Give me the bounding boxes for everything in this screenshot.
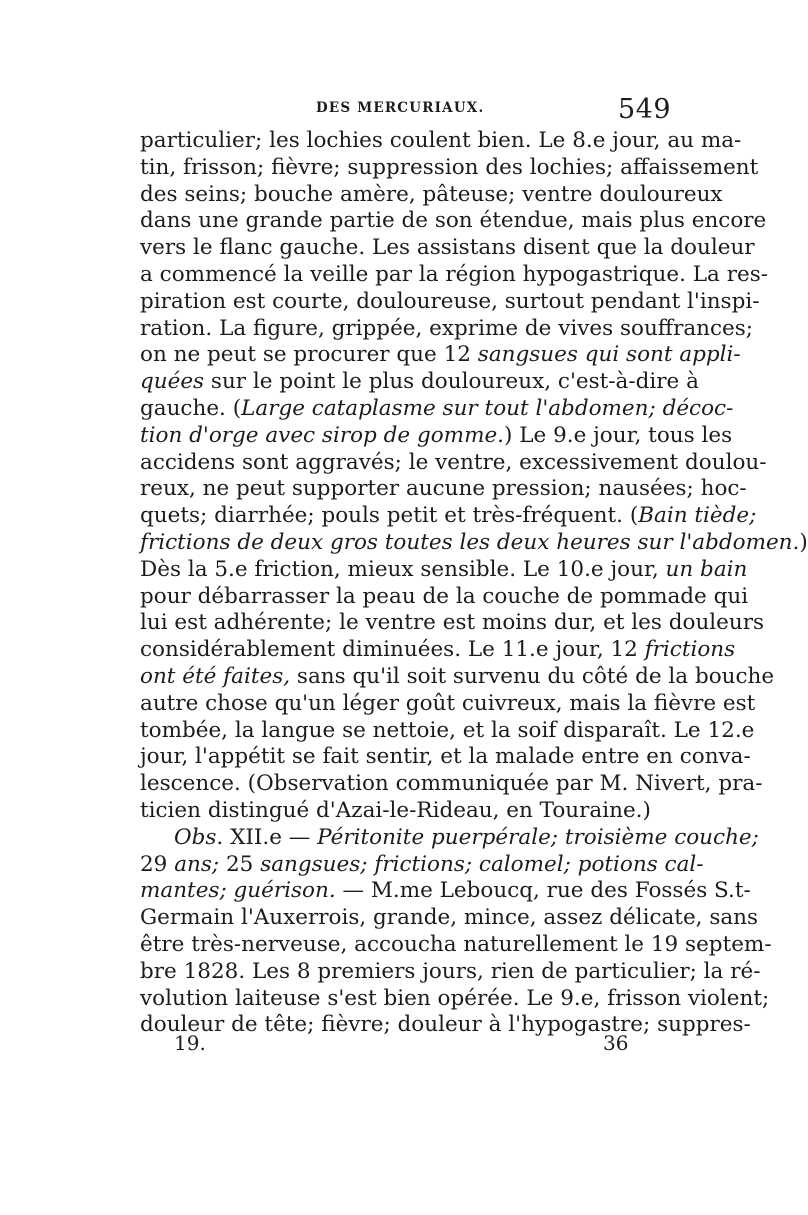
italic-text-segment: tion d'orge avec sirop de gomme. <box>140 422 505 448</box>
italic-text-segment: Obs. <box>174 824 224 850</box>
text-line <box>140 637 736 664</box>
text-segment: lui est adhérente; le ventre est moins dur, et les douleurs <box>140 610 765 636</box>
text-line <box>140 905 759 932</box>
italic-text-segment: quées <box>140 369 205 395</box>
text-line <box>140 369 699 396</box>
italic-text-segment: mantes; guérison. <box>140 878 336 904</box>
text-segment: a commencé la veille par la région hypogastrique. La res- <box>140 261 768 287</box>
text-segment: piration est courte, douloureuse, surtout pendant l'inspi- <box>140 288 760 314</box>
italic-text-segment: ont été faites, <box>140 663 291 689</box>
text-line <box>140 610 765 637</box>
text-line <box>140 717 755 745</box>
text-segment: — M.me Leboucq, rue des Fossés S.t- <box>335 878 751 904</box>
italic-text-segment: Large cataplasme sur tout l'abdomen; décoc- <box>241 395 734 421</box>
text-line <box>140 128 742 155</box>
text-line <box>140 395 734 423</box>
text-line <box>140 958 761 986</box>
text-line <box>140 690 756 718</box>
italic-text-segment: sangsues; frictions; calomel; potions cal- <box>260 851 704 877</box>
italic-text-segment: frictions <box>644 637 736 663</box>
text-line <box>140 342 741 369</box>
text-line <box>140 181 723 209</box>
italic-text-segment: Péritonite puerpérale; troisième couche; <box>317 824 759 850</box>
text-line <box>140 261 768 289</box>
text-line <box>140 583 749 611</box>
page-header <box>0 92 800 128</box>
text-line <box>140 556 748 584</box>
text-segment: tin, frisson; fièvre; suppression des lochies; affaissement <box>140 154 759 180</box>
text-line <box>140 154 759 182</box>
text-segment: accidens sont aggravés; le ventre, excessivement doulou- <box>140 449 767 475</box>
text-segment: Germain l'Auxerrois, grande, mince, assez délicate, sans <box>140 905 759 931</box>
text-segment: bre 1828. Les 8 premiers jours, rien de particulier; la ré- <box>140 958 761 984</box>
text-segment: tombée, la langue se nettoie, et la soif disparaît. Le 12.e <box>140 717 755 743</box>
text-segment: considérablement diminuées. Le 11.e jour, 12 <box>140 637 645 663</box>
running-title: DES MERCURIAUX. <box>316 100 485 116</box>
text-segment: douleur de tête; fièvre; douleur à l'hypogastre; suppres- <box>140 1012 751 1038</box>
text-segment: jour, l'appétit se fait sentir, et la malade entre en conva- <box>140 744 751 770</box>
text-segment: gauche. ( <box>140 395 242 421</box>
text-line <box>140 985 770 1013</box>
text-segment: reux, ne peut supporter aucune pression; nausées; hoc- <box>140 476 747 502</box>
italic-text-segment: sangsues qui sont appli- <box>477 342 741 368</box>
text-segment: particulier; les lochies coulent bien. Le 8.e jour, au ma- <box>140 128 742 153</box>
italic-text-segment: frictions de deux gros toutes les deux heures sur l'abdomen. <box>140 529 800 555</box>
text-line <box>140 503 757 530</box>
text-line <box>140 663 775 691</box>
text-line <box>140 422 733 450</box>
text-line <box>140 878 751 905</box>
text-segment: pour débarrasser la peau de la couche de pommade qui <box>140 583 749 609</box>
italic-text-segment: Bain tiède; <box>638 503 757 529</box>
italic-text-segment: ans; <box>174 851 220 877</box>
text-line <box>140 931 772 959</box>
body-text <box>140 128 808 1039</box>
text-segment: on ne peut se procurer que 12 <box>140 342 478 368</box>
text-segment: vers le flanc gauche. Les assistans disent que la douleur <box>140 235 755 261</box>
text-line <box>140 744 751 771</box>
text-segment: quets; diarrhée; pouls petit et très-fréquent. ( <box>140 503 639 529</box>
text-line <box>140 449 767 477</box>
text-segment: lescence. (Observation communiquée par M. Nivert, pra- <box>140 771 763 797</box>
text-line <box>140 208 767 235</box>
text-segment: des seins; bouche amère, pâteuse; ventre douloureux <box>140 181 723 207</box>
signature-mark: 19. <box>174 1031 206 1055</box>
text-segment: ration. La figure, grippée, exprime de vives souffrances; <box>140 315 754 341</box>
text-segment: ) Le 9.e jour, tous les <box>504 422 733 448</box>
text-line <box>140 798 660 825</box>
page-number: 549 <box>618 94 672 125</box>
text-line <box>140 288 760 316</box>
text-segment: XII.e — <box>223 824 318 850</box>
text-segment: 29 <box>140 851 175 877</box>
text-line <box>140 824 759 852</box>
text-line <box>140 315 754 343</box>
italic-text-segment: un bain <box>665 556 748 582</box>
text-segment: autre chose qu'un léger goût cuivreux, mais la fièvre est <box>140 690 756 716</box>
text-segment: sur le point le plus douloureux, c'est-à-dire à <box>204 369 699 395</box>
text-segment: 25 <box>219 851 261 877</box>
text-line <box>140 771 763 798</box>
text-segment: volution laiteuse s'est bien opérée. Le 9.e, frisson violent; <box>140 985 770 1011</box>
text-segment: dans une grande partie de son étendue, mais plus encore <box>140 208 767 234</box>
text-line <box>140 235 755 262</box>
page-footer <box>0 1031 800 1061</box>
text-line <box>140 851 704 879</box>
text-segment: sans qu'il soit survenu du côté de la bouche <box>290 663 775 689</box>
text-segment: Dès la 5.e friction, mieux sensible. Le 10.e jour, <box>140 556 666 582</box>
text-segment: ticien distingué d'Azai-le-Rideau, en Touraine.) <box>140 797 651 823</box>
folio-number: 36 <box>603 1031 629 1055</box>
text-segment: être très-nerveuse, accoucha naturellement le 19 septem- <box>140 931 772 957</box>
text-line <box>140 476 747 503</box>
text-segment: ) <box>799 529 808 555</box>
text-line <box>140 529 808 557</box>
